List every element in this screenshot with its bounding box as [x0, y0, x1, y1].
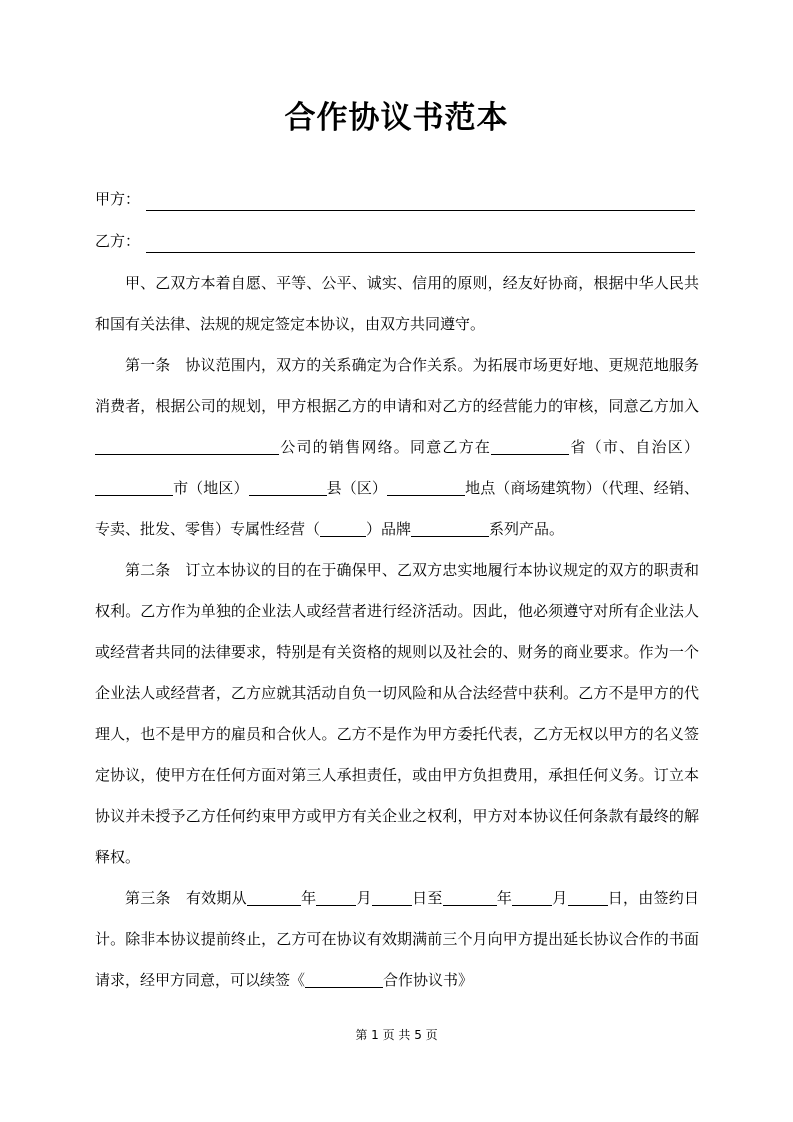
article-3 [95, 878, 699, 1001]
article-1 [95, 345, 699, 550]
party-b-blank[interactable] [146, 233, 695, 253]
county-blank[interactable] [249, 479, 327, 496]
article-1-text-1: 第一条 协议范围内，双方的关系确定为合作关系。为拓展市场更好地、更规范地服务消费者，根据公司的规划，甲方根据乙方的申请和对乙方的经营能力的审核，同意乙方加入 [95, 356, 699, 415]
article-1-text-7: ）品牌 [366, 520, 412, 538]
article-2: 第二条 订立本协议的目的在于确保甲、乙双方忠实地履行本协议规定的双方的职责和权利。乙方作为单独的企业法人或经营者进行经济活动。因此，他必须遵守对所有企业法人或经营者共同的法律要求，特别是有关资格的规则以及社会的、财务的商业要求。作为一个企业法人或经营者，乙方应就其活动自负一切风险和从合法经营中获利。乙方不是甲方的代理人，也不是甲方的雇员和合伙人。乙方不是作为甲方委托代表，乙方无权以甲方的名义签定协议，使甲方在任何方面对第三人承担责任，或由甲方负担费用，承担任何义务。订立本协议并未授予乙方任何约束甲方或甲方有关企业之权利，甲方对本协议任何条款有最终的解释权。 [95, 561, 699, 866]
article-3-text-6: 月 [552, 889, 568, 907]
start-year-blank[interactable] [247, 889, 301, 906]
article-1-text-6: 地点（商场建筑物）（代理、经销、专卖、批发、零售）专属性经营（ [95, 479, 699, 538]
article-3-text-8: 合作协议书》 [383, 971, 474, 989]
location-blank[interactable] [387, 479, 465, 496]
document-body [95, 263, 699, 1001]
start-month-blank[interactable] [316, 889, 356, 906]
product-series-blank[interactable] [411, 520, 489, 537]
company-name-blank[interactable] [95, 438, 279, 455]
article-3-text-2: 年 [300, 889, 317, 907]
article-1-text-5: 县（区） [326, 479, 388, 497]
end-year-blank[interactable] [443, 889, 497, 906]
end-month-blank[interactable] [512, 889, 552, 906]
article-1-text-8: 系列产品。 [489, 520, 565, 538]
city-blank[interactable] [95, 479, 173, 496]
article-3-text-1: 第三条 有效期从 [125, 889, 247, 907]
party-b-line [95, 229, 695, 253]
party-a-blank[interactable] [146, 191, 695, 211]
article-3-text-5: 年 [496, 889, 513, 907]
article-3-text-3: 月 [356, 889, 372, 907]
intro-paragraph: 甲、乙双方本着自愿、平等、公平、诚实、信用的原则，经友好协商，根据中华人民共和国有关法律、法规的规定签定本协议，由双方共同遵守。 [95, 274, 699, 333]
article-3-text-4: 日至 [411, 889, 443, 907]
brand-blank[interactable] [320, 520, 366, 537]
party-a-line [95, 187, 695, 211]
renewal-blank[interactable] [305, 971, 383, 988]
start-day-blank[interactable] [372, 889, 412, 906]
document-title: 合作协议书范本 [284, 100, 509, 136]
province-blank[interactable] [491, 438, 569, 455]
article-3-text-7: 日，由签约日计。除非本协议提前终止，乙方可在协议有效期满前三个月向甲方提出延长协议合作的书面请求，经甲方同意，可以续签《 [95, 889, 699, 989]
party-b-label: 乙方： [95, 232, 141, 250]
party-a-label: 甲方： [95, 190, 141, 208]
article-1-text-4: 市（地区） [173, 479, 249, 497]
end-day-blank[interactable] [568, 889, 608, 906]
page-footer: 第 1 页 共 5 页 [355, 1028, 438, 1042]
article-1-text-2: 公司的销售网络。同意乙方在 [279, 438, 492, 456]
article-1-text-3: 省（市、自治区） [569, 438, 699, 456]
